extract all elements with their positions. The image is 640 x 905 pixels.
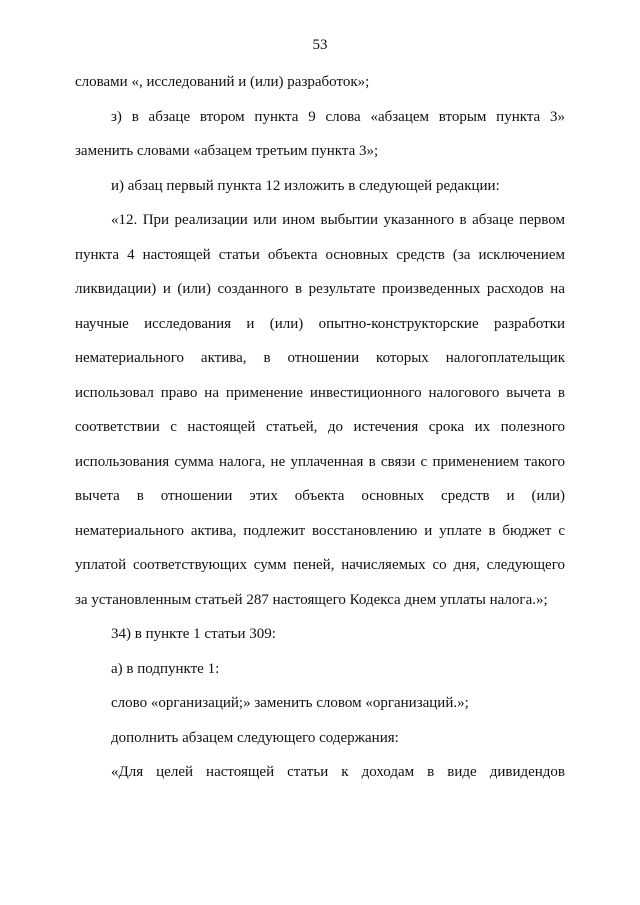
text-line: за установленным статьей 287 настоящего Кодекса днем уплаты налога.»; (75, 592, 548, 608)
text-line: заменить словами «абзацем третьим пункта 3»; (75, 143, 379, 159)
text-line: использовал право на применение инвестиционного налогового вычета в (75, 385, 565, 401)
page-number: 53 (312, 37, 328, 53)
text-line: уплатой соответствующих сумм пеней, начисляемых со дня, следующего (75, 557, 565, 573)
text-line: словами «, исследований и (или) разработок»; (75, 74, 370, 90)
text-line: использования сумма налога, не уплаченная в связи с применением такого (75, 454, 565, 470)
text-line: пункта 4 настоящей статьи объекта основных средств (за исключением (75, 247, 565, 263)
text-line: вычета в отношении этих объекта основных средств и (или) (75, 488, 565, 504)
text-line: «12. При реализации или ином выбытии указанного в абзаце первом (111, 212, 565, 228)
text-line: а) в подпункте 1: (111, 661, 220, 677)
text-line: з) в абзаце втором пункта 9 слова «абзацем вторым пункта 3» (111, 109, 565, 125)
text-line: «Для целей настоящей статьи к доходам в виде дивидендов (111, 764, 565, 780)
text-line: дополнить абзацем следующего содержания: (111, 730, 399, 746)
text-line: научные исследования и (или) опытно-конструкторские разработки (75, 316, 565, 332)
text-line: нематериального актива, в отношении которых налогоплательщик (75, 350, 565, 366)
text-line: слово «организаций;» заменить словом «организаций.»; (111, 695, 469, 711)
text-line: и) абзац первый пункта 12 изложить в следующей редакции: (111, 178, 500, 194)
text-line: ликвидации) и (или) созданного в результате произведенных расходов на (75, 281, 565, 297)
text-line: 34) в пункте 1 статьи 309: (111, 626, 276, 642)
text-line: нематериального актива, подлежит восстановлению и уплате в бюджет с (75, 523, 565, 539)
text-line: соответствии с настоящей статьей, до истечения срока их полезного (75, 419, 565, 435)
